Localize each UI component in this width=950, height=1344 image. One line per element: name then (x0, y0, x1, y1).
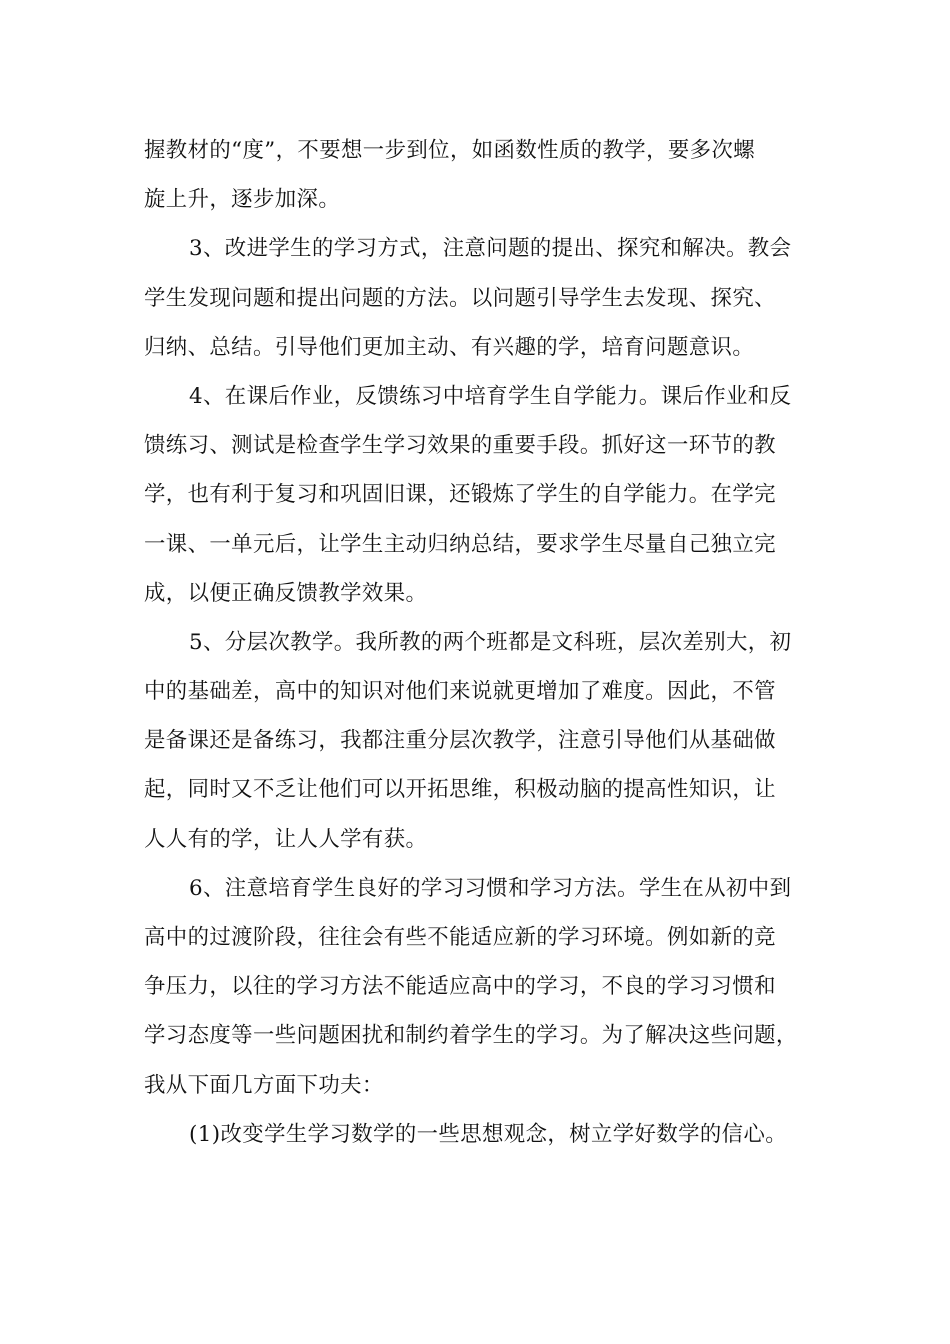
text-line: 起，同时又不乏让他们可以开拓思维，积极动脑的提高性知识，让 (144, 777, 776, 803)
text-line: 旋上升，逐步加深。 (144, 187, 341, 213)
body-text (144, 126, 808, 1159)
paragraph-5-start: 5、分层次教学。我所教的两个班都是文科班，层次差别大，初 (189, 629, 792, 655)
paragraph-4-start: 4、在课后作业，反馈练习中培育学生自学能力。课后作业和反 (189, 383, 792, 409)
text-line: 我从下面几方面下功夫： (144, 1072, 384, 1098)
text-line: 学生发现问题和提出问题的方法。以问题引导学生去发现、探究、 (144, 285, 776, 311)
text-line: 争压力，以往的学习方法不能适应高中的学习，不良的学习习惯和 (144, 974, 776, 1000)
text-line: 成，以便正确反馈教学效果。 (144, 580, 428, 606)
text-line: 学习态度等一些问题困扰和制约着学生的学习。为了解决这些问题， (144, 1023, 798, 1049)
text-line: 学，也有利于复习和巩固旧课，还锻炼了学生的自学能力。在学完 (144, 482, 776, 508)
text-line: 是备课还是备练习，我都注重分层次教学，注意引导他们从基础做 (144, 728, 776, 754)
paragraph-6-start: 6、注意培育学生良好的学习习惯和学习方法。学生在从初中到 (189, 875, 792, 901)
text-line: 握教材的“度”，不要想一步到位，如函数性质的教学，要多次螺 (144, 138, 756, 163)
text-line: 人人有的学，让人人学有获。 (144, 826, 428, 852)
paragraph-3-start: 3、改进学生的学习方式，注意问题的提出、探究和解决。教会 (189, 236, 792, 262)
text-line: 归纳、总结。引导他们更加主动、有兴趣的学，培育问题意识。 (144, 334, 755, 360)
sub-item-1: (1)改变学生学习数学的一些思想观念，树立学好数学的信心。 (189, 1121, 788, 1147)
text-line: 中的基础差，高中的知识对他们来说就更增加了难度。因此，不管 (144, 679, 776, 705)
text-line: 一课、一单元后，让学生主动归纳总结，要求学生尽量自己独立完 (144, 531, 776, 557)
text-line: 馈练习、测试是检查学生学习效果的重要手段。抓好这一环节的教 (144, 433, 776, 459)
text-line: 高中的过渡阶段，往往会有些不能适应新的学习环境。例如新的竞 (144, 925, 776, 950)
